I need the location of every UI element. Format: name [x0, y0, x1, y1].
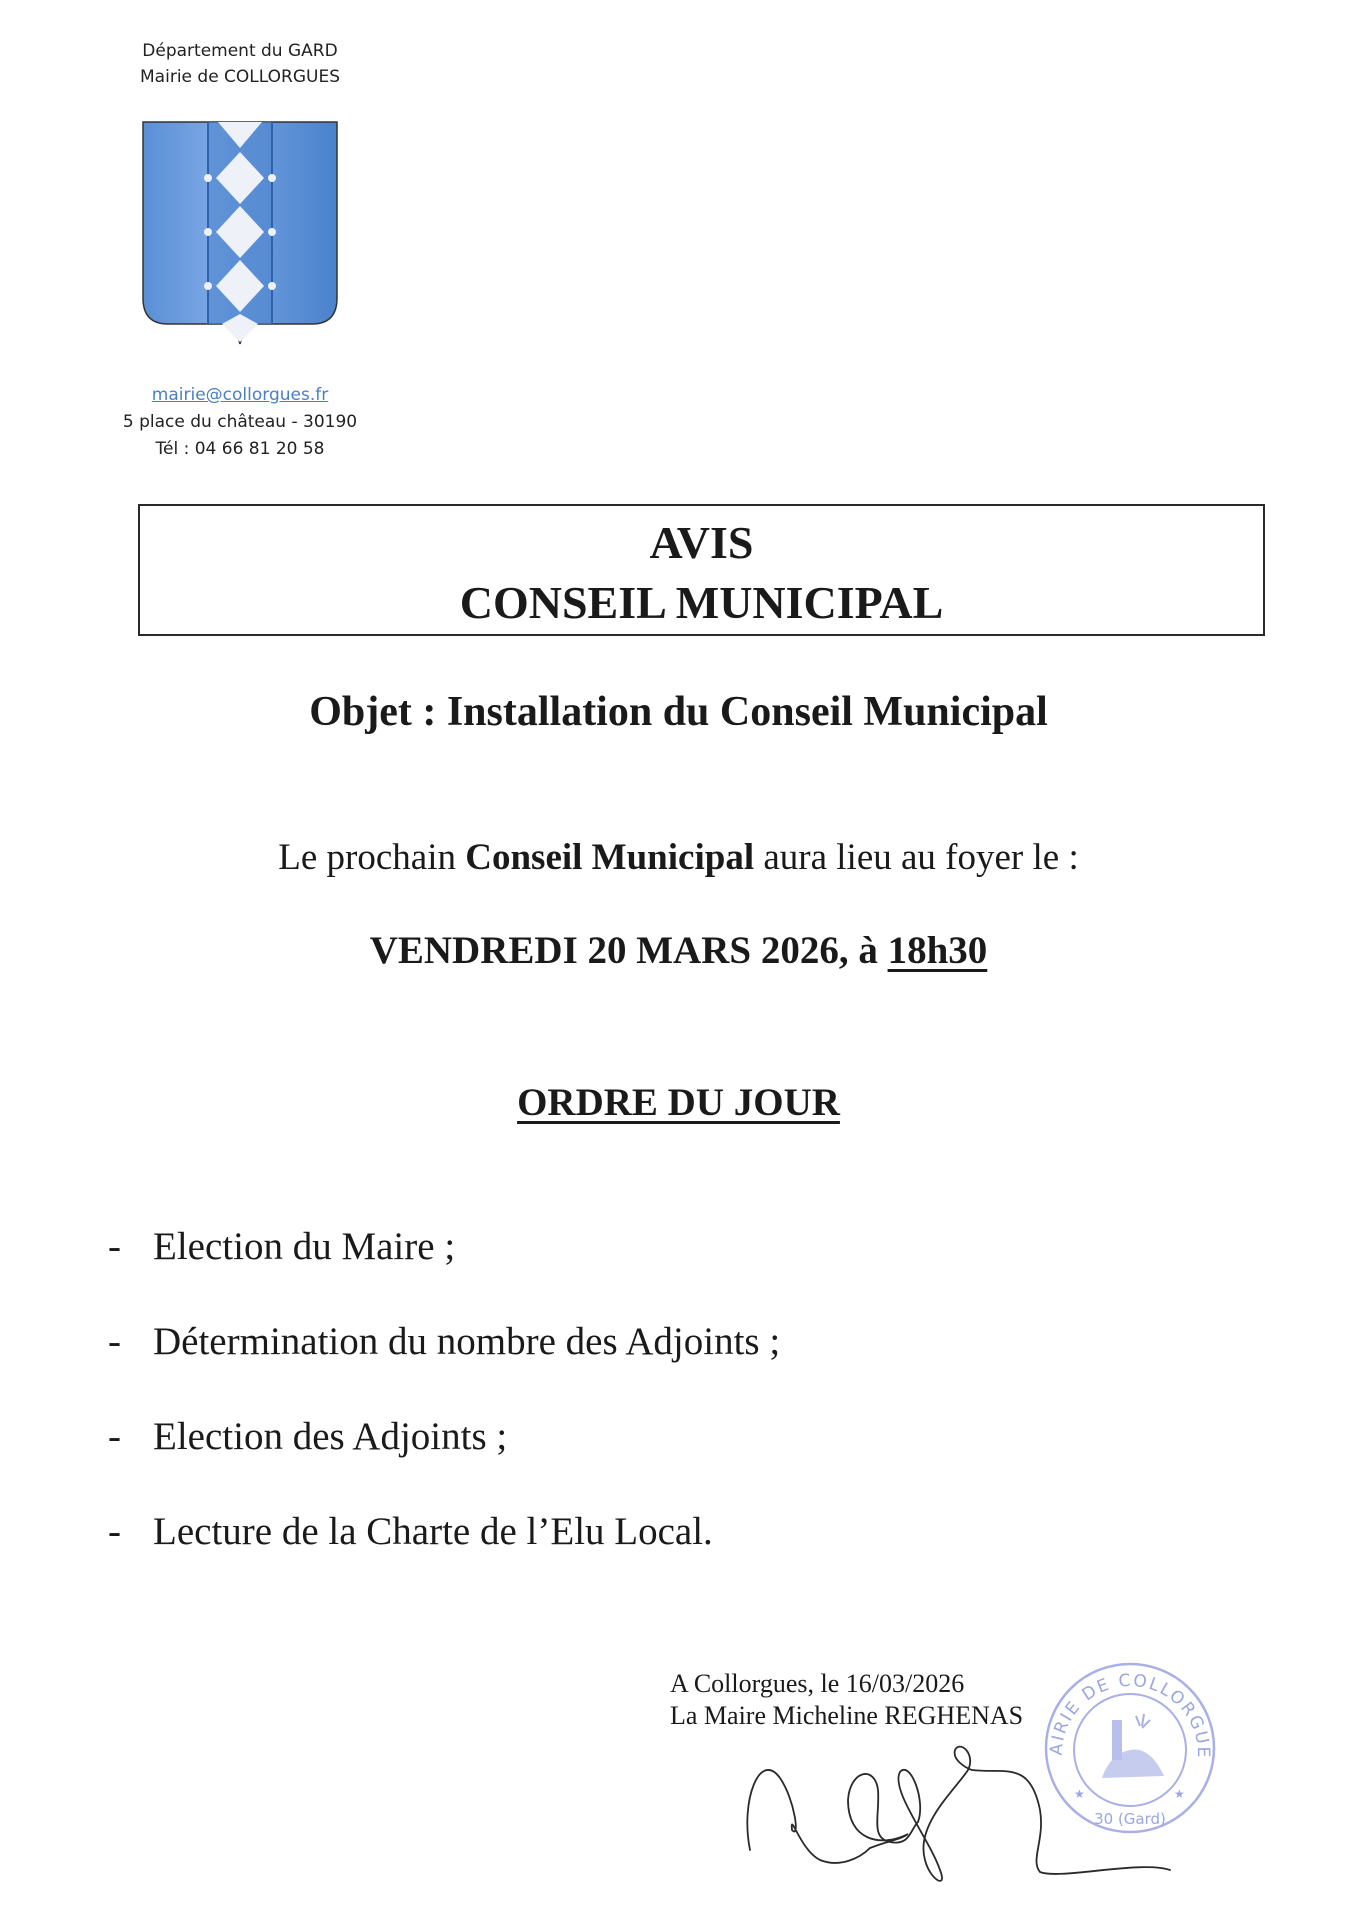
bullet-dash: - [108, 1510, 121, 1553]
stamp-top-text: AIRIE DE COLLORGUE [1046, 1670, 1214, 1760]
address: 5 place du château - 30190 [122, 412, 358, 432]
intro-sentence [0, 836, 1357, 879]
bullet-dash: - [108, 1320, 121, 1363]
stamp-bottom-text: 30 (Gard) [1094, 1810, 1166, 1828]
header-department: Département du GARD [142, 41, 338, 61]
agenda-item [108, 1414, 507, 1459]
signature-place-date: A Collorgues, le 16/03/2026 [670, 1669, 965, 1698]
bullet-dash: - [108, 1415, 121, 1458]
phone: Tél : 04 66 81 20 58 [155, 439, 325, 459]
intro-before: Le prochain [278, 837, 466, 878]
agenda-title-text: ORDRE DU JOUR [517, 1081, 840, 1124]
objet-heading: Objet : Installation du Conseil Municipal [309, 689, 1048, 735]
email-text[interactable]: mairie@collorgues.fr [151, 385, 329, 405]
agenda-title [0, 1080, 1357, 1125]
intro-after: aura lieu au foyer le : [754, 837, 1079, 878]
agenda-item [108, 1509, 713, 1554]
svg-text:★: ★ [1174, 1787, 1185, 1801]
notice-title-avis: AVIS [649, 517, 754, 568]
intro-bold: Conseil Municipal [465, 837, 755, 878]
meeting-date-main: VENDREDI 20 MARS 2026, à [369, 929, 888, 972]
email-link[interactable] [80, 382, 400, 408]
meeting-date [0, 928, 1357, 973]
agenda-item-text: Election des Adjoints ; [153, 1415, 508, 1458]
agenda-item-text: Lecture de la Charte de l’Elu Local. [153, 1510, 713, 1553]
meeting-time: 18h30 [887, 929, 988, 972]
coat-of-arms-icon [140, 118, 340, 348]
bullet-dash: - [108, 1225, 121, 1268]
notice-title-conseil: CONSEIL MUNICIPAL [459, 577, 944, 628]
agenda-item-text: Détermination du nombre des Adjoints ; [153, 1320, 781, 1363]
notice-box [138, 504, 1265, 636]
signature-signatory: La Maire Micheline REGHENAS [670, 1701, 1024, 1730]
svg-text:★: ★ [1074, 1787, 1085, 1801]
agenda-item [108, 1224, 455, 1269]
header-mairie: Mairie de COLLORGUES [140, 67, 340, 87]
agenda-item-text: Election du Maire ; [153, 1225, 456, 1268]
handwritten-signature-icon [740, 1730, 1210, 1890]
agenda-item [108, 1319, 780, 1364]
